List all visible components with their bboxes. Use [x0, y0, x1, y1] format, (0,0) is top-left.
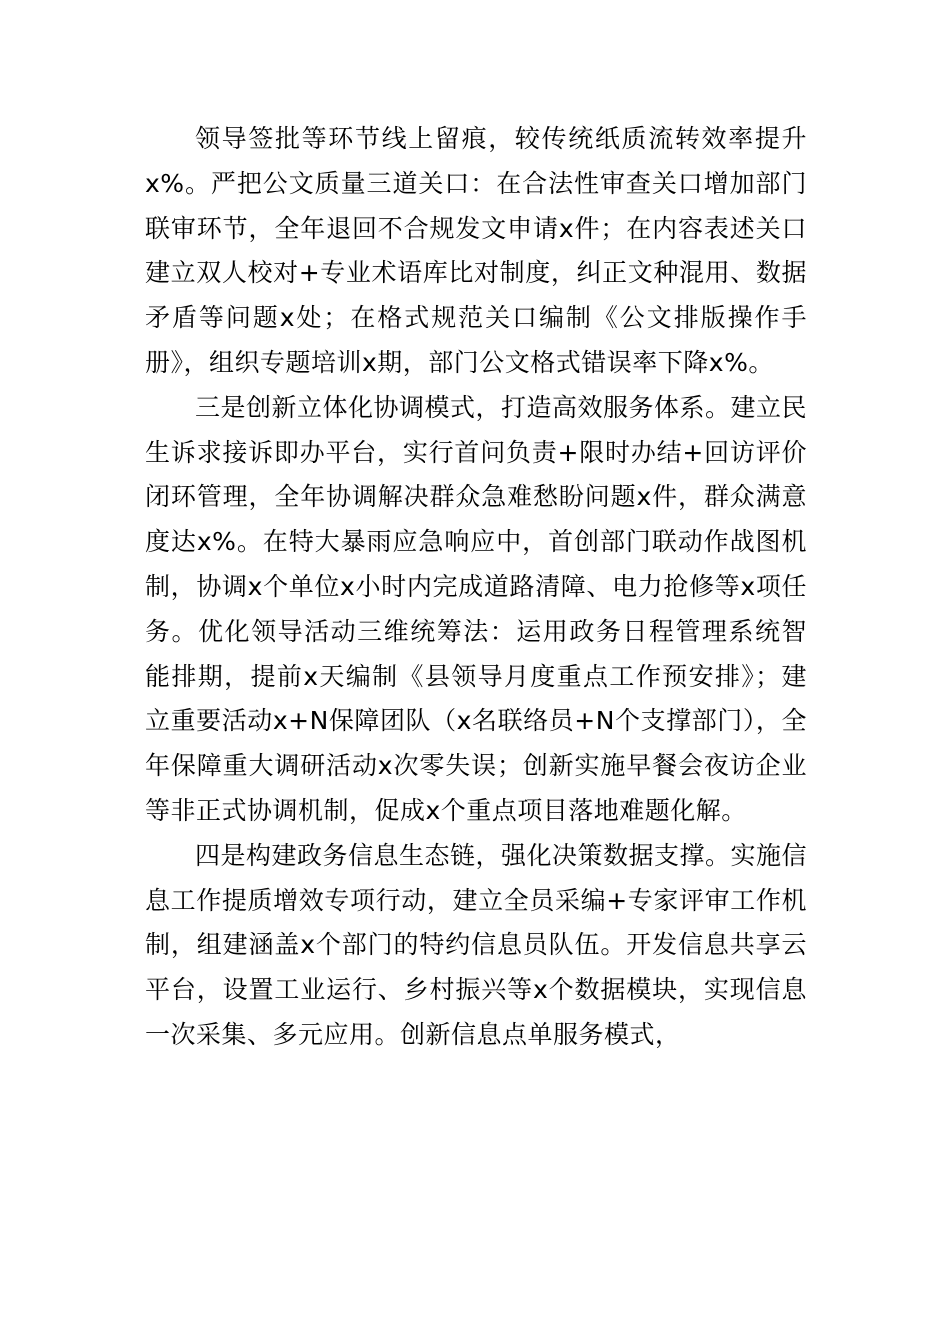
paragraph-1: 领导签批等环节线上留痕，较传统纸质流转效率提升x%。严把公文质量三道关口：在合法性审查关口增加部门联审环节，全年退回不合规发文申请x件；在内容表述关口建立双人校对+专业术语库比对制度，纠正文种混用、数据矛盾等问题x处；在格式规范关口编制《公文排版操作手册》，组织专题培训x期，部门公文格式错误率下降x%。 [145, 124, 807, 377]
document-body [145, 117, 807, 1058]
paragraph-2: 三是创新立体化协调模式，打造高效服务体系。建立民生诉求接诉即办平台，实行首问负责+限时办结+回访评价闭环管理，全年协调解决群众急难愁盼问题x件，群众满意度达x%。在特大暴雨应急响应中，首创部门联动作战图机制，协调x个单位x小时内完成道路清障、电力抢修等x项任务。优化领导活动三维统筹法：运用政务日程管理系统智能排期，提前x天编制《县领导月度重点工作预安排》；建立重要活动x+N保障团队（x名联络员+N个支撑部门），全年保障重大调研活动x次零失误；创新实施早餐会夜访企业等非正式协调机制，促成x个重点项目落地难题化解。 [145, 392, 808, 825]
paragraph-3: 四是构建政务信息生态链，强化决策数据支撑。实施信息工作提质增效专项行动，建立全员采编+专家评审工作机制，组建涵盖x个部门的特约信息员队伍。开发信息共享云平台，设置工业运行、乡村振兴等x个数据模块，实现信息一次采集、多元应用。创新信息点单服务模式， [145, 840, 808, 1049]
